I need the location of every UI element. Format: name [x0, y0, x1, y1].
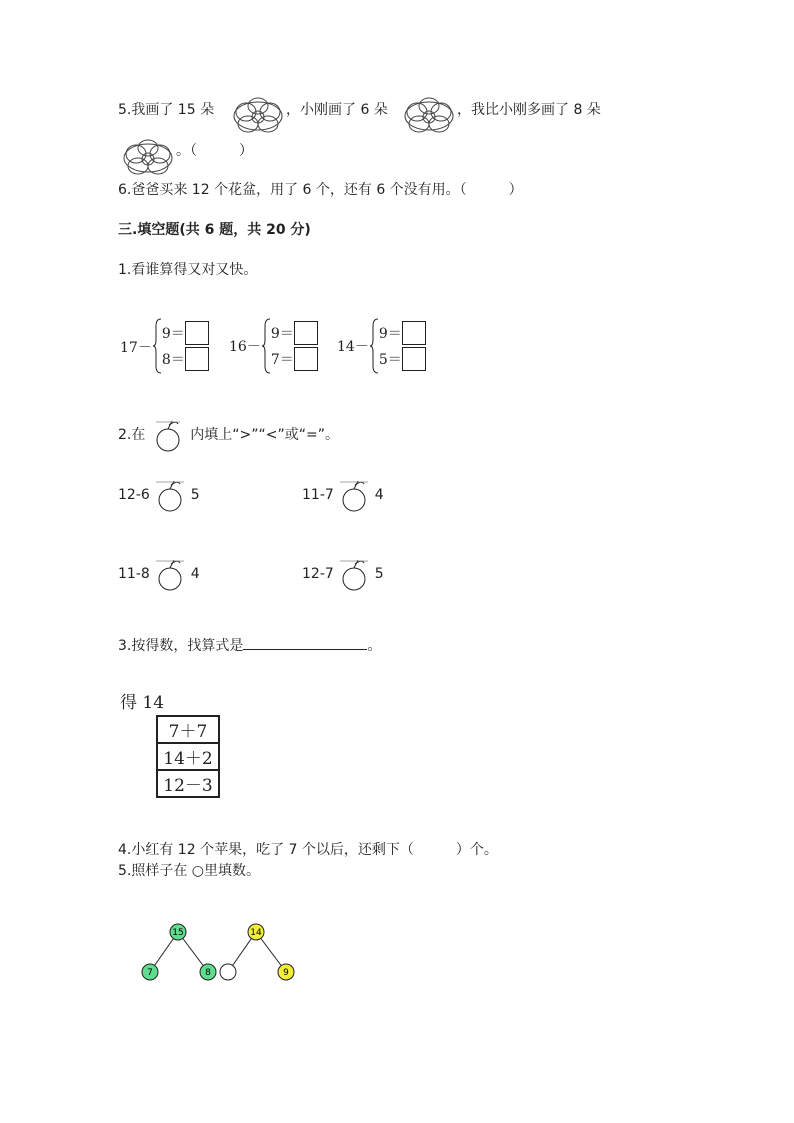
calc-group-3 — [337, 318, 426, 374]
q2-title — [118, 418, 339, 452]
brace-icon — [261, 318, 271, 374]
apple-icon[interactable] — [338, 478, 370, 512]
compare-item — [302, 478, 384, 512]
calc-group-1 — [120, 318, 209, 374]
q2-suffix: 内填上“>”“<”或“=”。 — [190, 427, 339, 443]
tree-node-blank[interactable] — [220, 964, 236, 980]
q3-target: 得 14 — [120, 693, 165, 713]
q1-title: 1.看谁算得又对又快。 — [118, 262, 258, 278]
calc-expr: 9＝ — [378, 326, 402, 342]
calc-minuend: 17－ — [120, 340, 152, 356]
flower-icon — [232, 96, 284, 136]
compare-right: 4 — [374, 487, 384, 503]
answer-box[interactable] — [185, 321, 209, 345]
answer-box[interactable] — [294, 347, 318, 371]
tf-q5-line1 — [118, 100, 214, 120]
tree-node-label: 8 — [205, 968, 211, 978]
answer-box[interactable] — [185, 347, 209, 371]
calc-minuend: 14－ — [337, 339, 369, 355]
compare-item — [118, 557, 200, 591]
number-tree-diagram — [130, 915, 310, 990]
tf-q5-part1: 5.我画了 15 朵 — [118, 102, 215, 118]
answer-box[interactable] — [402, 321, 426, 345]
compare-right: 5 — [190, 487, 200, 503]
compare-left: 12-7 — [302, 566, 334, 582]
brace-icon — [369, 318, 379, 374]
q3-text: 3.按得数，找算式是 — [118, 638, 244, 654]
brace-icon — [152, 318, 162, 374]
tree-node-label: 15 — [172, 928, 184, 938]
apple-icon[interactable] — [154, 478, 186, 512]
q3-end: 。 — [367, 638, 382, 654]
tf-q5-part3: ，我比小刚多画了 8 朵 — [457, 102, 601, 118]
apple-icon[interactable] — [338, 557, 370, 591]
section-title: 三.填空题(共 6 题，共 20 分) — [118, 222, 311, 238]
option-cell[interactable]: 7＋7 — [157, 716, 219, 743]
calc-expr: 5＝ — [378, 352, 402, 368]
compare-item — [118, 478, 200, 512]
tf-q5-end: 。（ ） — [176, 143, 253, 159]
calc-minuend: 16－ — [229, 339, 261, 355]
calc-expr: 8＝ — [161, 352, 185, 368]
calc-expr: 7＝ — [270, 352, 294, 368]
apple-icon — [152, 418, 184, 452]
option-cell[interactable]: 14＋2 — [157, 743, 219, 770]
calc-group-2 — [229, 318, 318, 374]
compare-left: 12-6 — [118, 487, 150, 503]
tree-node-label: 9 — [283, 968, 289, 978]
tree-node-label: 7 — [147, 968, 153, 978]
compare-item — [302, 557, 384, 591]
tf-q6: 6.爸爸买来 12 个花盆，用了 6 个，还有 6 个没有用。（ ） — [118, 182, 523, 198]
q2-prefix: 2.在 — [118, 427, 146, 443]
calc-expr: 9＝ — [161, 326, 185, 342]
q5-title: 5.照样子在 ○里填数。 — [118, 863, 261, 879]
flower-icon — [122, 138, 174, 178]
tf-q5-line1b — [286, 100, 388, 120]
option-cell[interactable]: 12－3 — [157, 770, 219, 797]
q3-line — [118, 635, 381, 656]
tree-node-label: 14 — [250, 928, 262, 938]
tf-q5-line1c — [457, 100, 601, 120]
q4: 4.小红有 12 个苹果，吃了 7 个以后，还剩下（ ）个。 — [118, 842, 498, 858]
compare-right: 5 — [374, 566, 384, 582]
compare-left: 11-7 — [302, 487, 334, 503]
answer-blank[interactable] — [243, 635, 367, 650]
flower-icon — [403, 96, 455, 136]
compare-left: 11-8 — [118, 566, 150, 582]
answer-box[interactable] — [402, 347, 426, 371]
compare-right: 4 — [190, 566, 200, 582]
calc-expr: 9＝ — [270, 326, 294, 342]
option-table — [156, 715, 220, 798]
tf-q5-part2: ，小刚画了 6 朵 — [286, 102, 388, 118]
answer-box[interactable] — [294, 321, 318, 345]
apple-icon[interactable] — [154, 557, 186, 591]
